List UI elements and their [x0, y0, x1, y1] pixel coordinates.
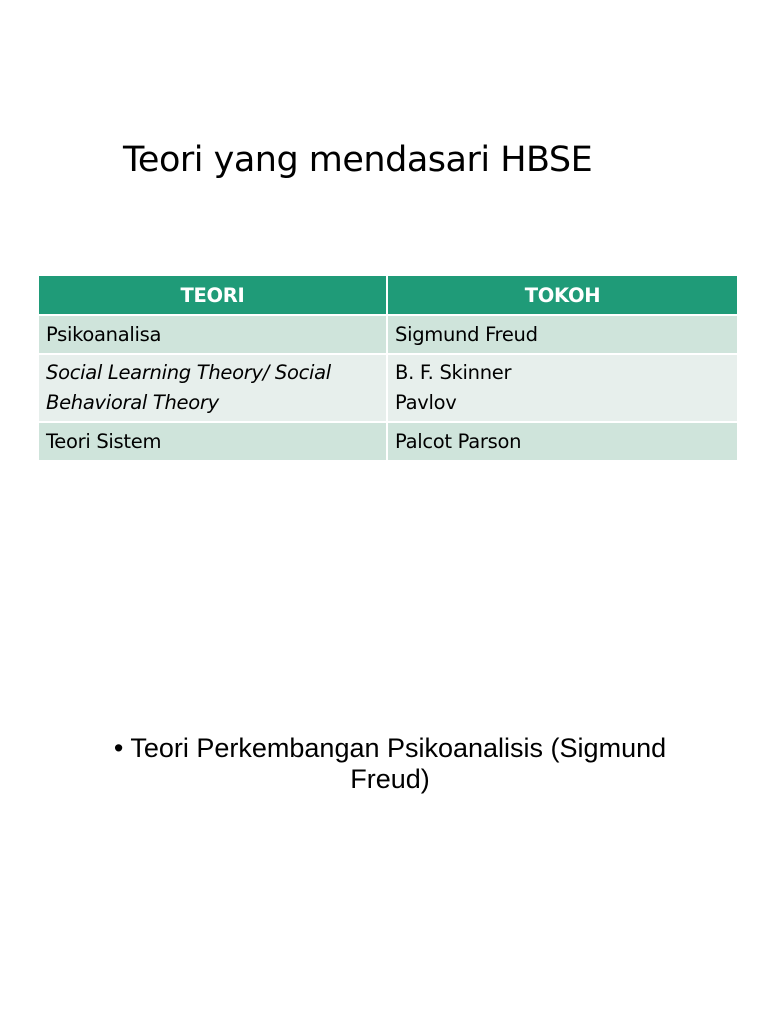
theory-table [39, 276, 737, 460]
tokoh-cell [387, 354, 737, 422]
bullet-text-2: Freud) [350, 764, 430, 794]
bullet-line-1 [60, 733, 720, 764]
bullet-marker: • [113, 733, 124, 763]
tokoh-text: Sigmund Freud [395, 322, 538, 346]
teori-cell [39, 354, 387, 422]
teori-text: Teori Sistem [46, 429, 162, 453]
header-teori: TEORI [39, 276, 387, 315]
table-header-row [39, 276, 737, 315]
bullet-point [60, 733, 720, 795]
table-row [39, 354, 737, 422]
teori-cell [39, 422, 387, 460]
teori-cell [39, 315, 387, 354]
header-tokoh: TOKOH [387, 276, 737, 315]
slide-title: Teori yang mendasari HBSE [123, 140, 593, 180]
table-row [39, 315, 737, 354]
teori-text: Psikoanalisa [46, 322, 162, 346]
tokoh-text: Palcot Parson [395, 429, 522, 453]
teori-text: Behavioral Theory [46, 391, 219, 414]
tokoh-cell [387, 315, 737, 354]
bullet-text-1: Teori Perkembangan Psikoanalisis (Sigmund [130, 733, 667, 763]
tokoh-text: B. F. Skinner [395, 361, 512, 384]
teori-text: Social Learning Theory/ Social [46, 361, 331, 384]
table-row [39, 422, 737, 460]
tokoh-cell [387, 422, 737, 460]
tokoh-text: Pavlov [395, 391, 457, 414]
